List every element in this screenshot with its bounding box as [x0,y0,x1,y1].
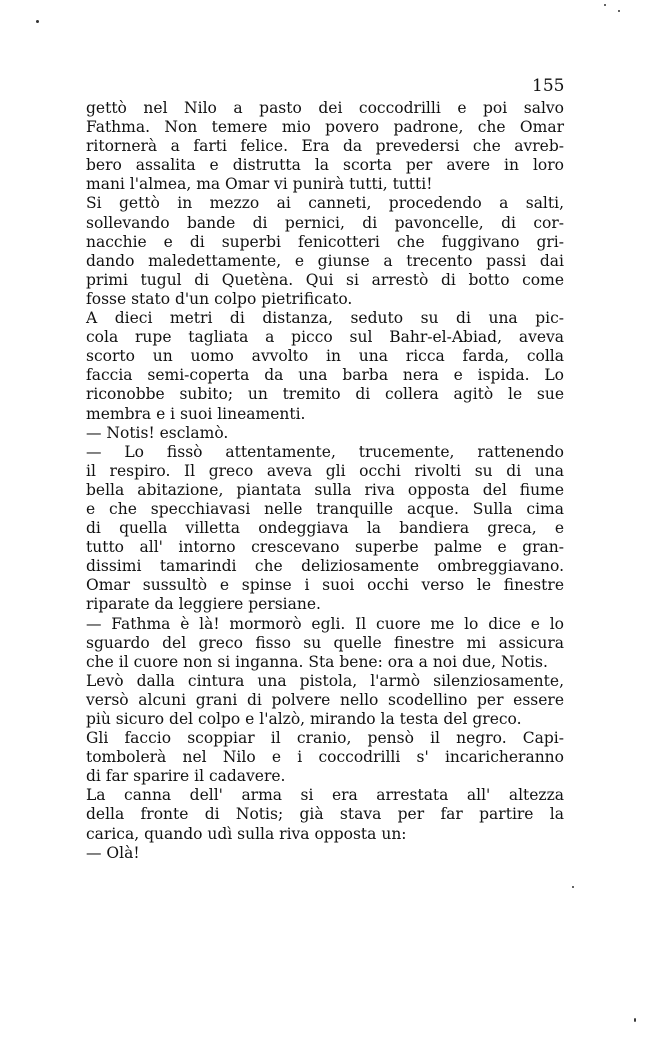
scan-speck [634,1018,636,1022]
text-line: versò alcuni grani di polvere nello scodellino per essere [86,690,564,709]
text-line: ritornerà a farti felice. Era da prevedersi che avreb- [86,137,564,156]
text-line: di quella villetta ondeggiava la bandiera greca, e [86,519,564,538]
text-line: Si gettò in mezzo ai canneti, procedendo a salti, [86,194,564,213]
text-line: Gli faccio scoppiar il cranio, pensò il negro. Capi- [86,729,564,748]
text-line: carica, quando udì sulla riva opposta un: [86,824,407,843]
text-line: tombolerà nel Nilo e i coccodrilli s' incaricheranno [86,748,564,767]
text-line: cola rupe tagliata a picco sul Bahr-el-Abiad, aveva [86,328,564,347]
page-number: 155 [532,76,565,96]
text-line: riparate da leggiere persiane. [86,595,321,614]
text-line: dando maledettamente, e giunse a trecento passi dai [86,251,564,270]
text-line: — Lo fissò attentamente, trucemente, rattenendo [86,442,564,461]
text-line: di far sparire il cadavere. [86,767,286,786]
text-line: Levò dalla cintura una pistola, l'armò silenziosamente, [86,671,564,690]
text-line: che il cuore non si inganna. Sta bene: ora a noi due, Notis. [86,652,548,671]
text-line: bella abitazione, piantata sulla riva opposta del fiume [86,480,564,499]
text-line: Omar sussultò e spinse i suoi occhi verso le finestre [86,576,564,595]
text-line: faccia semi-coperta da una barba nera e ispida. Lo [86,366,564,385]
text-line: tutto all' intorno crescevano superbe palme e gran- [86,538,564,557]
text-line: sollevando bande di pernici, di pavoncelle, di cor- [86,213,564,232]
text-line: — Olà! [86,843,140,862]
text-line: membra e i suoi lineamenti. [86,404,306,423]
text-line: mani l'almea, ma Omar vi punirà tutti, tutti! [86,175,433,194]
body-text [86,99,564,863]
text-line: A dieci metri di distanza, seduto su di una pic- [86,309,564,328]
text-line: riconobbe subito; un tremito di collera agitò le sue [86,385,564,404]
text-line: — Fathma è là! mormorò egli. Il cuore me lo dice e lo [86,614,564,633]
scan-speck [36,20,39,23]
text-line: nacchie e di superbi fenicotteri che fuggivano gri- [86,232,564,251]
text-line: La canna dell' arma si era arrestata all' altezza [86,786,564,805]
text-line: bero assalita e distrutta la scorta per avere in loro [86,156,564,175]
text-line: Fathma. Non temere mio povero padrone, che Omar [86,118,564,137]
text-line: gettò nel Nilo a pasto dei coccodrilli e poi salvo [86,99,564,117]
scan-speck [604,4,606,6]
scan-speck [572,886,574,888]
text-line: fosse stato d'un colpo pietrificato. [86,289,353,308]
text-line: della fronte di Notis; già stava per far partire la [86,805,564,824]
text-line: sguardo del greco fisso su quelle finestre mi assicura [86,633,564,652]
scan-speck [618,10,620,12]
text-line: primi tugul di Quetèna. Qui si arrestò di botto come [86,270,564,289]
text-line: scorto un uomo avvolto in una ricca farda, colla [86,347,564,366]
text-line: e che specchiavasi nelle tranquille acque. Sulla cima [86,499,564,518]
text-line: — Notis! esclamò. [86,423,229,442]
text-line: dissimi tamarindi che deliziosamente ombreggiavano. [86,557,564,576]
text-line: più sicuro del colpo e l'alzò, mirando la testa del greco. [86,710,522,728]
text-line: il respiro. Il greco aveva gli occhi rivolti su di una [86,461,564,480]
